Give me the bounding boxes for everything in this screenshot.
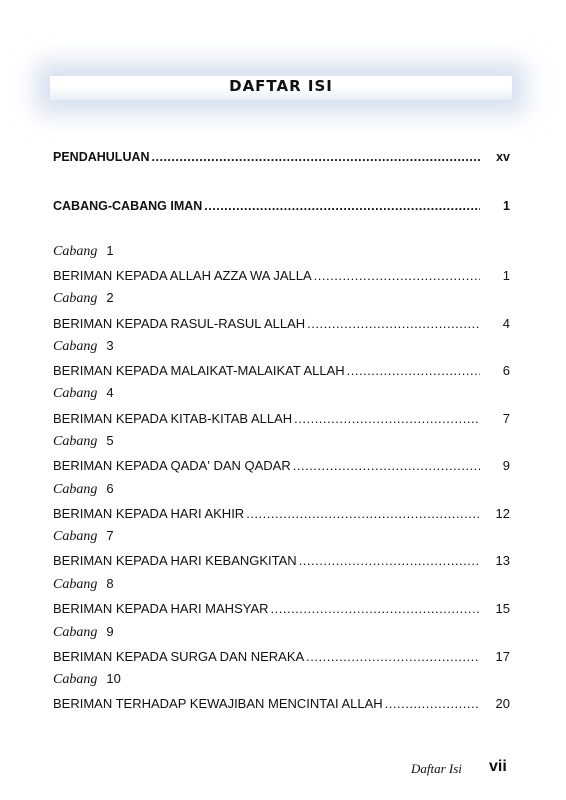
cabang-number: 1 [106,243,114,258]
toc-entry-page: 9 [502,458,510,473]
dot-leader [299,553,480,568]
cabang-heading [53,576,114,593]
cabang-word: Cabang [53,339,98,354]
dot-leader [385,696,480,711]
cabang-number: 9 [106,624,114,639]
toc-entry-label: CABANG-CABANG IMAN [53,199,203,213]
toc-entry-label: PENDAHULUAN [53,150,150,164]
cabang-word: Cabang [53,291,98,306]
cabang-word: Cabang [53,529,98,544]
toc-entry-page: 4 [502,316,510,331]
cabang-number: 10 [106,671,121,686]
cabang-number: 3 [106,338,114,353]
footer-page-number: vii [489,758,507,775]
toc-entry-label: BERIMAN KEPADA QADA' DAN QADAR [53,458,291,473]
cabang-number: 2 [106,290,114,305]
dot-leader [294,411,480,426]
cabang-number: 4 [106,385,114,400]
cabang-heading [53,624,114,641]
cabang-word: Cabang [53,577,98,592]
toc-entry [53,458,510,473]
cabang-word: Cabang [53,244,98,259]
cabang-heading [53,243,114,260]
cabang-heading [53,290,114,307]
toc-entry-page: 13 [495,553,510,568]
toc-entry-page: xv [496,150,510,164]
cabang-heading [53,481,114,498]
toc-entry [53,553,510,568]
toc-entry [53,601,510,616]
dot-leader [293,458,480,473]
footer-section-label: Daftar Isi [411,761,462,776]
toc-entry-page: 6 [502,363,510,378]
toc-entry-pendahuluan [53,150,510,164]
cabang-number: 5 [106,433,114,448]
toc-entry [53,649,510,664]
toc-entry [53,411,510,426]
cabang-heading [53,433,114,450]
cabang-word: Cabang [53,434,98,449]
page-title: DAFTAR ISI [229,77,333,95]
cabang-heading [53,385,114,402]
toc-entry-label: BERIMAN KEPADA RASUL-RASUL ALLAH [53,316,306,331]
toc-entry [53,268,510,283]
toc-entry-label: BERIMAN KEPADA HARI AKHIR [53,506,245,521]
cabang-number: 7 [106,528,114,543]
toc-entry-page: 1 [503,199,510,213]
toc-entry-page: 17 [495,649,510,664]
toc-entry [53,696,510,711]
toc-entry-page: 20 [495,696,510,711]
toc-entry-label: BERIMAN KEPADA HARI MAHSYAR [53,601,269,616]
toc-entry-label: BERIMAN KEPADA MALAIKAT-MALAIKAT ALLAH [53,363,345,378]
toc-entry-label: BERIMAN KEPADA KITAB-KITAB ALLAH [53,411,293,426]
toc-entry-label: BERIMAN TERHADAP KEWAJIBAN MENCINTAI ALLAH [53,696,383,711]
dot-leader [271,601,480,616]
cabang-heading [53,671,121,688]
dot-leader [347,363,480,378]
cabang-number: 8 [106,576,114,591]
dot-leader [152,150,480,164]
dot-leader [314,268,480,283]
cabang-heading [53,338,114,355]
toc-entry-label: BERIMAN KEPADA ALLAH AZZA WA JALLA [53,268,312,283]
cabang-word: Cabang [53,482,98,497]
cabang-word: Cabang [53,672,98,687]
toc-entry-page: 7 [502,411,510,426]
toc-entry [53,316,510,331]
dot-leader [307,316,480,331]
toc-entry-page: 1 [502,268,510,283]
toc-entry [53,363,510,378]
cabang-heading [53,528,114,545]
toc-entry-label: BERIMAN KEPADA SURGA DAN NERAKA [53,649,305,664]
toc-entry [53,506,510,521]
dot-leader [204,199,480,213]
cabang-word: Cabang [53,625,98,640]
cabang-word: Cabang [53,386,98,401]
dot-leader [246,506,480,521]
toc-entry-page: 12 [495,506,510,521]
toc-entry-cabang-cabang-iman [53,199,510,213]
toc-entry-page: 15 [495,601,510,616]
toc-entry-label: BERIMAN KEPADA HARI KEBANGKITAN [53,553,297,568]
dot-leader [306,649,480,664]
cabang-number: 6 [106,481,114,496]
